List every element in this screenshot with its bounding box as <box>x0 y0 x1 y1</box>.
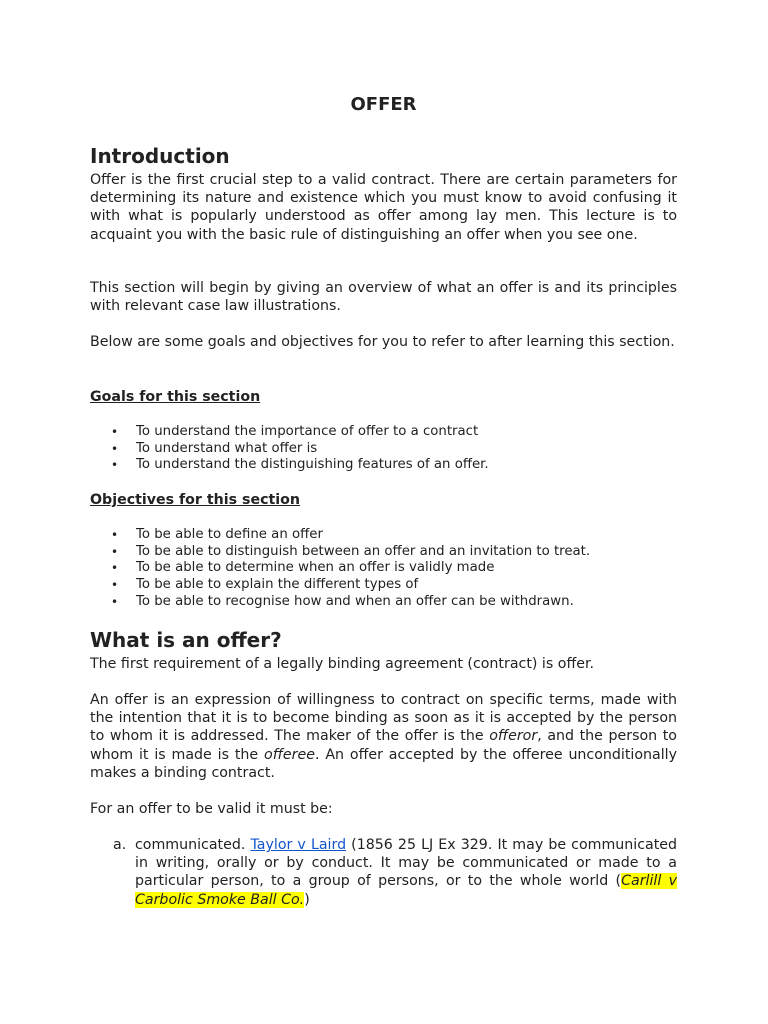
validity-item-body <box>135 836 677 909</box>
objectives-list-item: • To be able to distinguish between an offer and an invitation to treat. <box>90 544 677 561</box>
validity-item-text: (1856 25 LJ Ex 329. It may be communicated in writing, orally or by conduct. It may be communicated or made to a particular person, to a group of persons, or to the whole world ( <box>135 837 678 890</box>
introduction-paragraph-1: Offer is the first crucial step to a valid contract. There are certain parameters for determining its nature and existence which you must know to avoid confusing it with what is popularly understood as offer among lay men. This lecture is to acquaint you with the basic rule of distinguishing an offer when you see one. <box>90 172 677 243</box>
objectives-heading: Objectives for this section <box>90 492 300 508</box>
offeror-term: offeror <box>489 728 538 745</box>
objectives-list-item: • To be able to recognise how and when an offer can be withdrawn. <box>90 594 677 611</box>
goals-list-item: • To understand what offer is <box>90 441 677 458</box>
what-is-offer-heading: What is an offer? <box>90 628 282 652</box>
what-is-offer-paragraph-3: For an offer to be valid it must be: <box>90 801 333 817</box>
objectives-list <box>90 527 677 611</box>
validity-list-item <box>113 836 677 909</box>
validity-item-text: communicated. <box>135 837 251 853</box>
list-marker: a. <box>113 837 127 853</box>
goals-list-item: • To understand the distinguishing features of an offer. <box>90 457 677 474</box>
taylor-v-laird-link[interactable]: Taylor v Laird <box>250 837 347 853</box>
objectives-list-item: • To be able to determine when an offer is validly made <box>90 560 677 577</box>
objectives-list-item: • To be able to define an offer <box>90 527 677 544</box>
objectives-list-item: • To be able to explain the different types of <box>90 577 677 594</box>
introduction-paragraph-3: Below are some goals and objectives for you to refer to after learning this section. <box>90 334 675 350</box>
offer-definition-text: , and the person to whom it is made is the <box>90 728 677 763</box>
what-is-offer-paragraph-2 <box>90 691 677 782</box>
what-is-offer-paragraph-1: The first requirement of a legally binding agreement (contract) is offer. <box>90 656 594 672</box>
offer-definition-text: . An offer accepted by the offeree unconditionally makes a binding contract. <box>90 746 677 781</box>
document-title: OFFER <box>350 94 417 115</box>
offer-definition-text: An offer is an expression of willingness to contract on specific terms, made with the intention that it is to become binding as soon as it is accepted by the person to whom it is addressed. The maker of the offer is the <box>90 692 677 745</box>
carlill-case-highlight: Carlill v Carbolic Smoke Ball Co. <box>135 873 677 908</box>
introduction-paragraph-2: This section will begin by giving an overview of what an offer is and its principles with relevant case law illustrations. <box>90 280 677 315</box>
goals-list <box>90 424 677 474</box>
offeree-term: offeree <box>264 746 315 763</box>
validity-item-text: ) <box>304 891 310 908</box>
goals-heading: Goals for this section <box>90 389 261 405</box>
goals-list-item: • To understand the importance of offer to a contract <box>90 424 677 441</box>
introduction-heading: Introduction <box>90 144 230 168</box>
